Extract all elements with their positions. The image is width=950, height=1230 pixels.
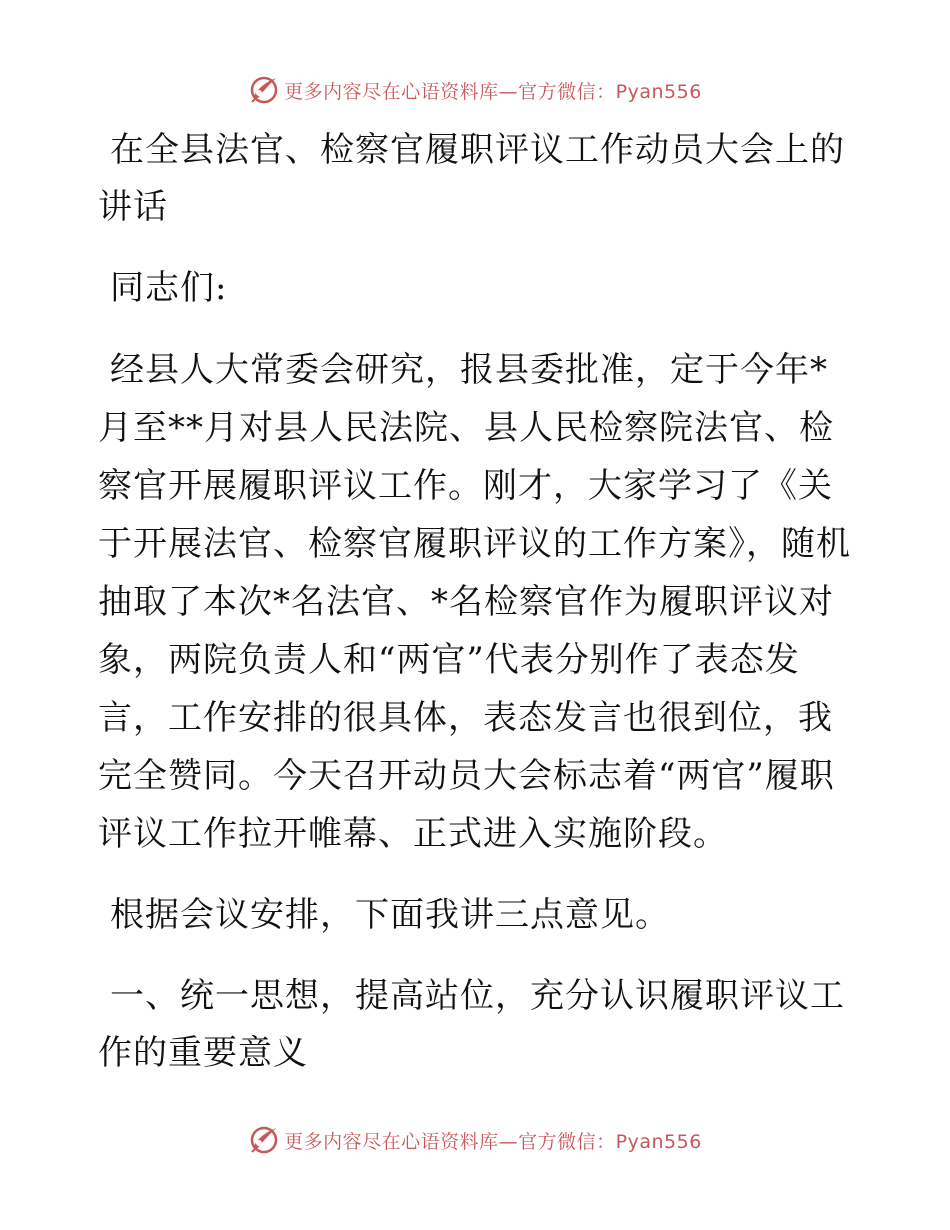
pen-seal-logo-icon: [248, 1124, 280, 1156]
paragraph-1: 经县人大常委会研究，报县委批准，定于今年*月至**月对县人民法院、县人民检察院法官、检察官开展履职评议工作。刚才，大家学习了《关于开展法官、检察官履职评议的工作方案》，随机抽取了本次*名法官、*名检察官作为履职评议对象，两院负责人和“两官”代表分别作了表态发言，工作安排的很具体，表态发言也很到位，我完全赞同。今天召开动员大会标志着“两官”履职评议工作拉开帷幕、正式进入实施阶段。: [98, 350, 851, 854]
salutation: 同志们:: [110, 268, 228, 308]
footer-banner: [0, 1120, 950, 1160]
document-body: [98, 122, 858, 1082]
paragraph-2: 根据会议安排，下面我讲三点意见。: [110, 895, 670, 935]
header-banner: [0, 70, 950, 110]
document-title: 在全县法官、检察官履职评议工作动员大会上的讲话: [98, 130, 845, 227]
section-1-heading: 一、统一思想，提高站位，充分认识履职评议工作的重要意义: [98, 976, 845, 1073]
pen-seal-logo-icon: [248, 74, 280, 106]
footer-banner-text: 更多内容尽在心语资料库—官方微信：Pyan556: [284, 1130, 702, 1153]
header-banner-text: 更多内容尽在心语资料库—官方微信：Pyan556: [284, 80, 702, 103]
